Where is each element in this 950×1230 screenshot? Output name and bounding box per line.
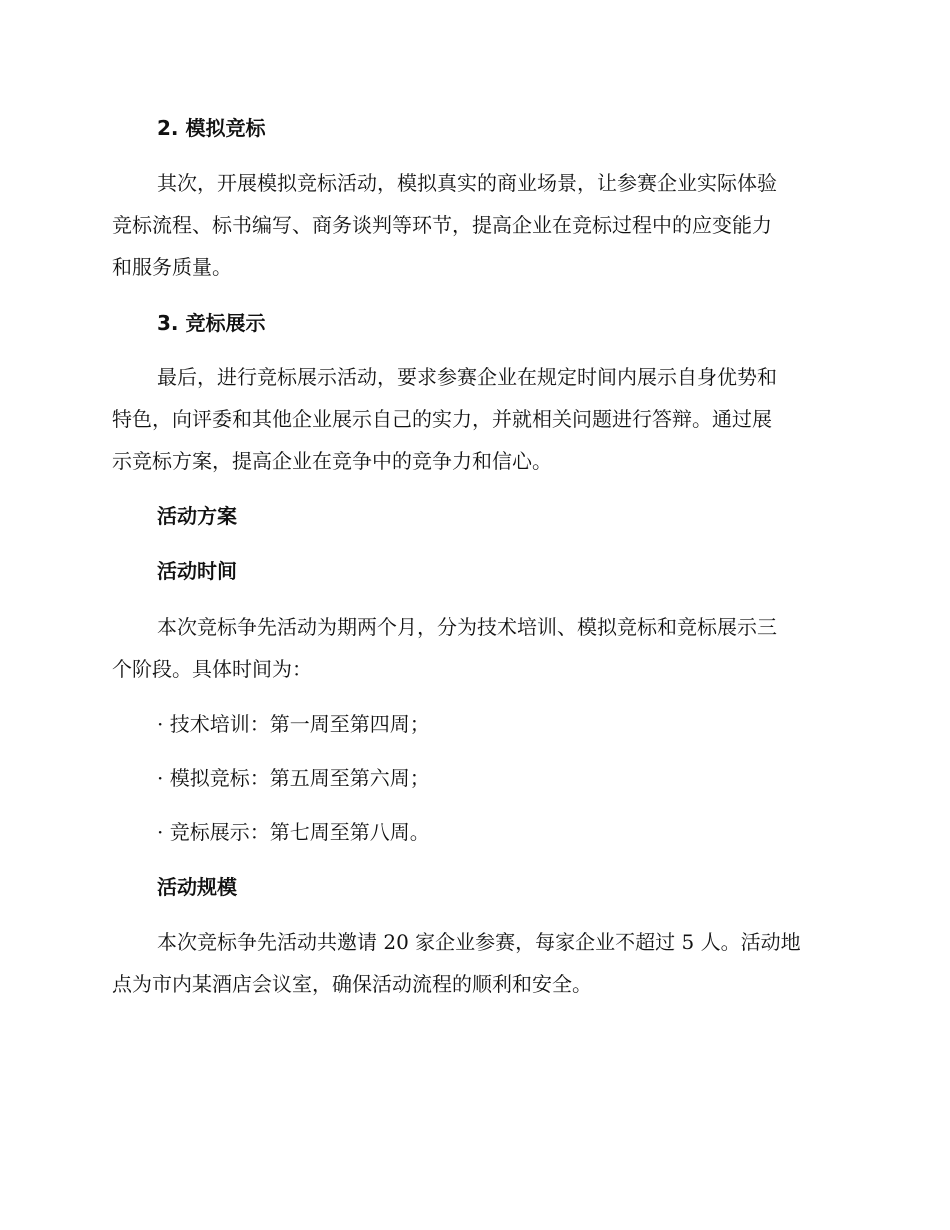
heading-bid-show: 3. 竞标展示 [157, 311, 266, 335]
heading-plan: 活动方案 [157, 504, 237, 528]
bid-show-line-3: 示竞标方案，提高企业在竞争中的竞争力和信心。 [112, 449, 552, 473]
heading-scale: 活动规模 [157, 875, 237, 899]
time-line-1: 本次竞标争先活动为期两个月，分为技术培训、模拟竞标和竞标展示三 [157, 615, 777, 639]
bid-show-line-2: 特色，向评委和其他企业展示自己的实力，并就相关问题进行答辩。通过展 [112, 407, 772, 431]
list-item-training: · 技术培训：第一周至第四周； [157, 712, 430, 736]
list-item-bid-show: · 竞标展示：第七周至第八周。 [157, 820, 430, 844]
mock-bid-line-1: 其次，开展模拟竞标活动，模拟真实的商业场景，让参赛企业实际体验 [157, 171, 777, 195]
mock-bid-line-2: 竞标流程、标书编写、商务谈判等环节，提高企业在竞标过程中的应变能力 [112, 213, 772, 237]
heading-mock-bid: 2. 模拟竞标 [157, 116, 266, 140]
scale-line-1: 本次竞标争先活动共邀请 20 家企业参赛，每家企业不超过 5 人。活动地 [157, 930, 801, 954]
mock-bid-line-3: 和服务质量。 [112, 255, 232, 279]
bid-show-line-1: 最后，进行竞标展示活动，要求参赛企业在规定时间内展示自身优势和 [157, 365, 777, 389]
heading-time: 活动时间 [157, 559, 237, 583]
scale-line-2: 点为市内某酒店会议室，确保活动流程的顺利和安全。 [112, 972, 592, 996]
time-line-2: 个阶段。具体时间为： [112, 657, 312, 681]
list-item-mock-bid: · 模拟竞标：第五周至第六周； [157, 766, 430, 790]
